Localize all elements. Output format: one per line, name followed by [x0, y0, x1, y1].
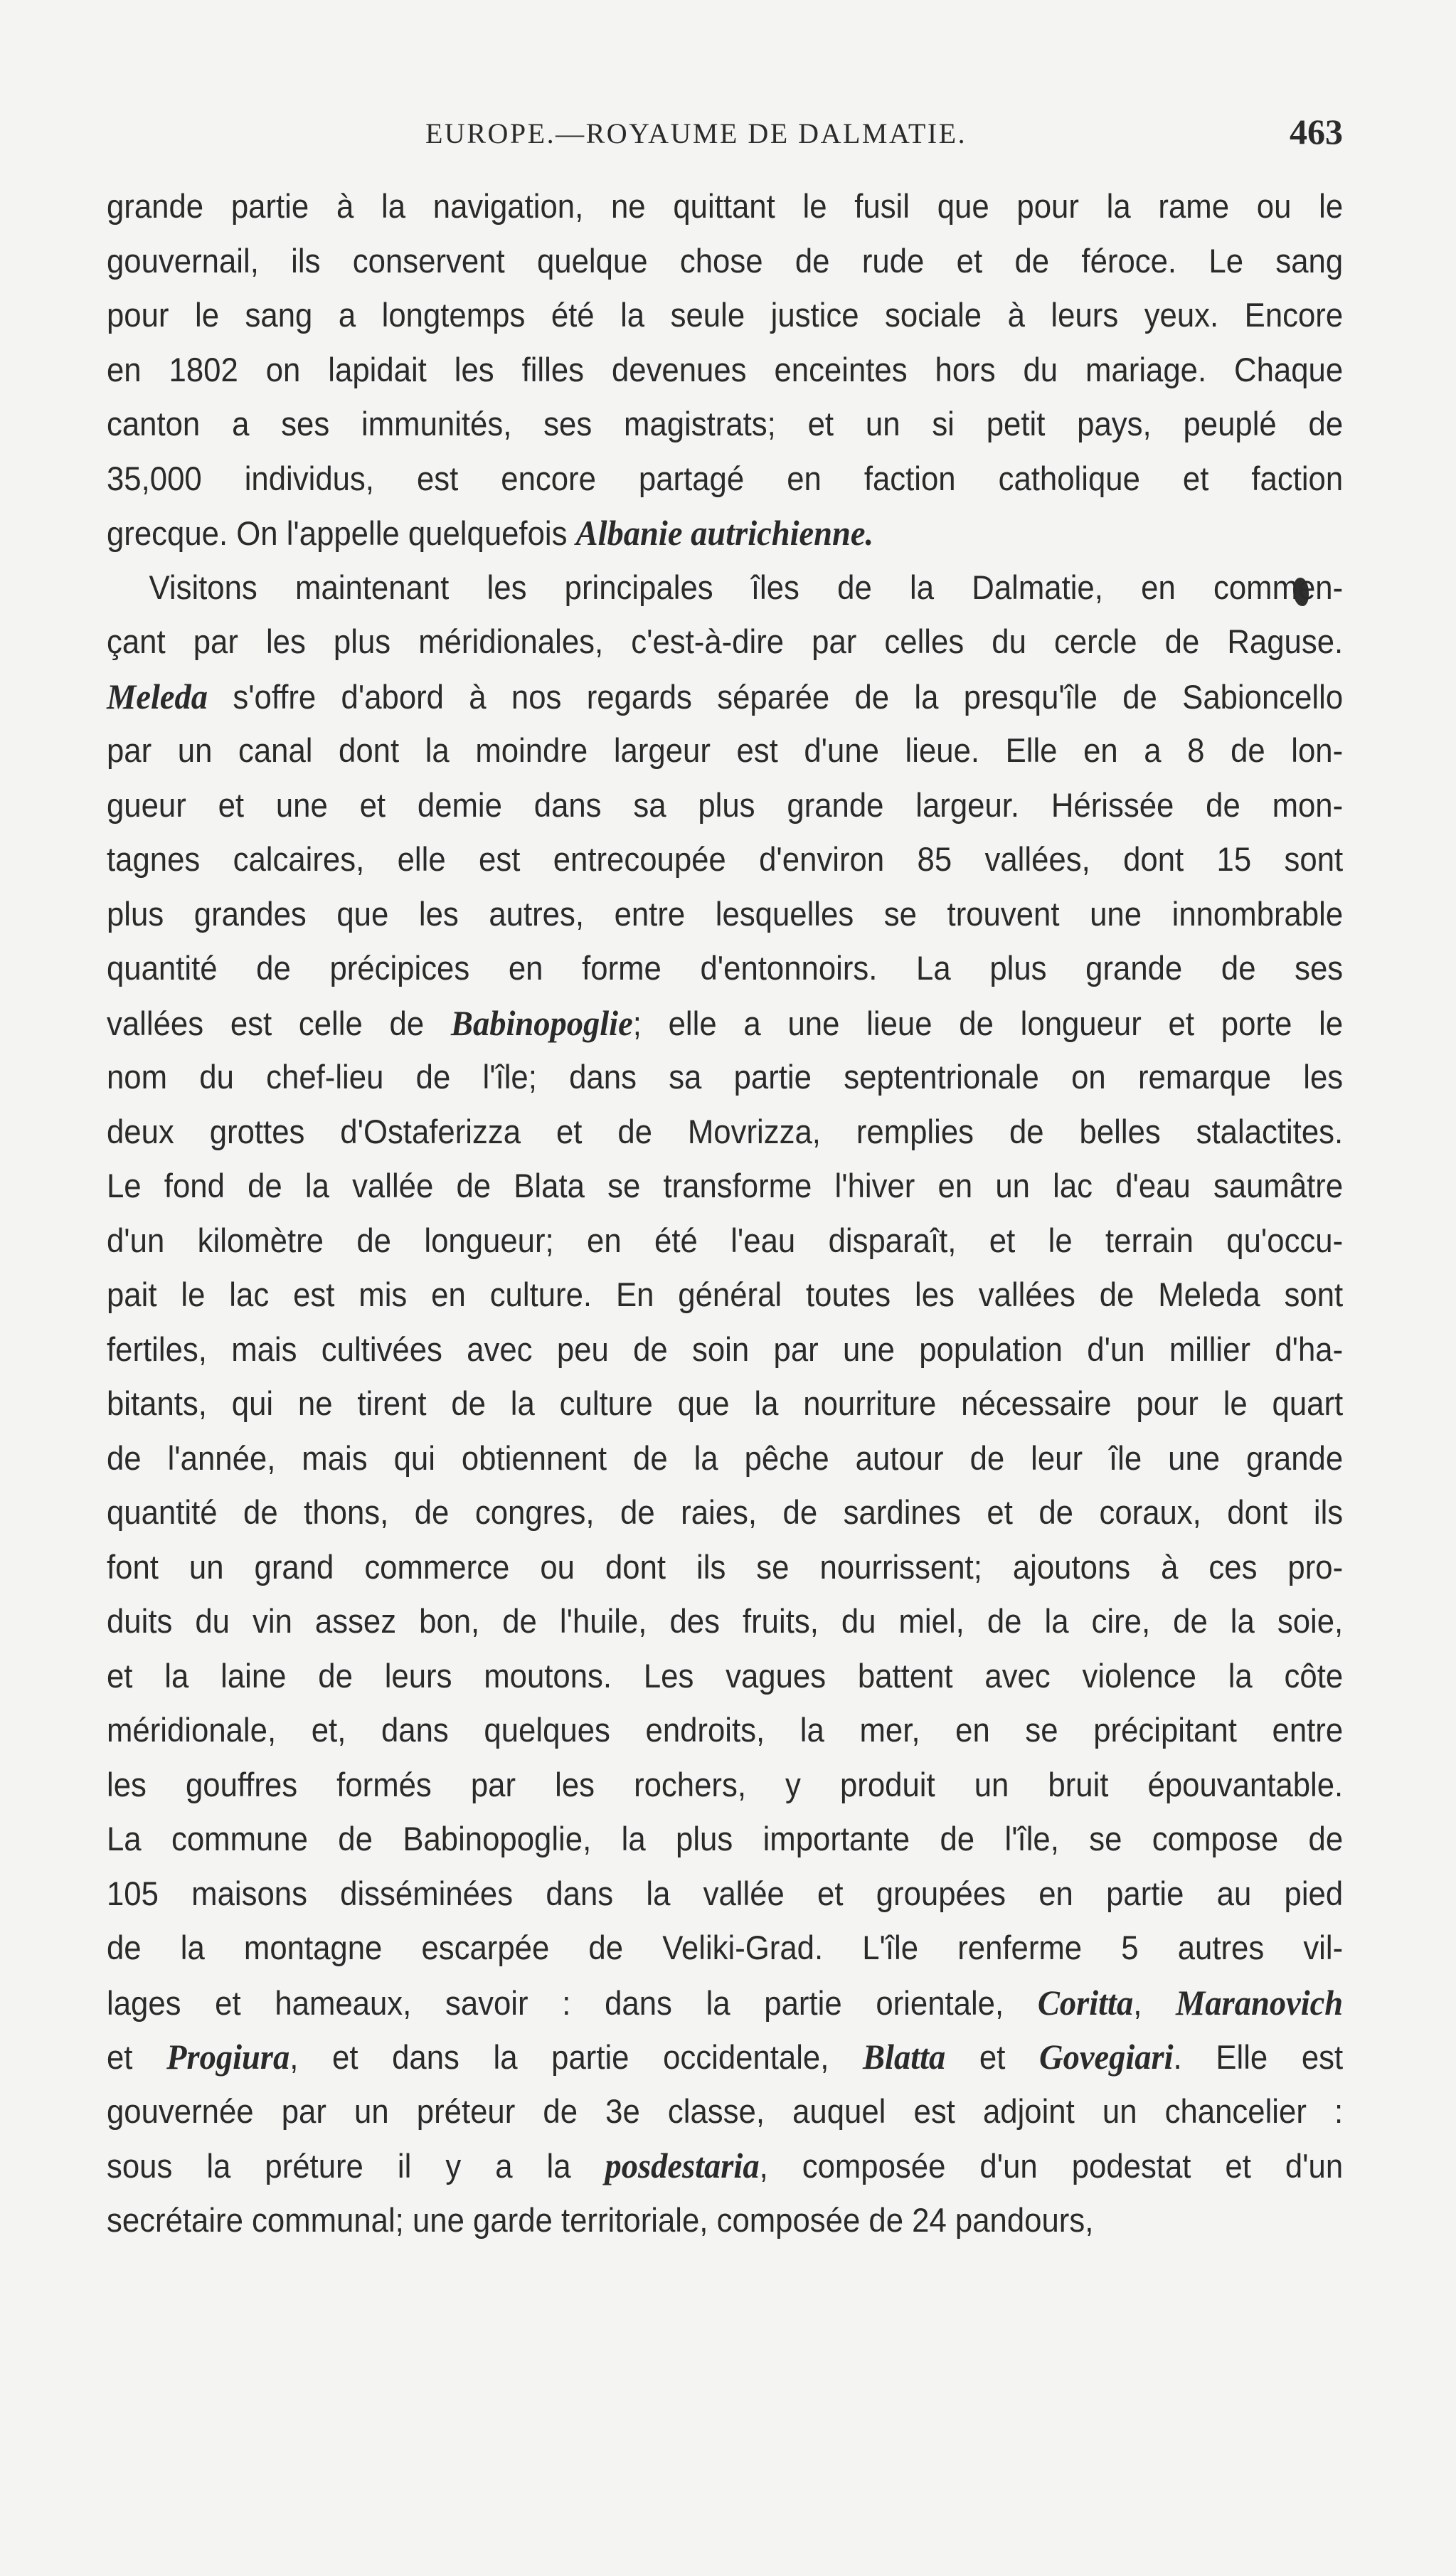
- text-line: [107, 669, 1343, 724]
- text-line: 105 maisons disséminées dans la vallée et groupées en partie au pied: [107, 1874, 1344, 1912]
- text-run: lages et hameaux, savoir : dans la partie orientale,: [107, 1983, 1038, 2022]
- text-line: [107, 996, 1343, 1051]
- text-run: et: [107, 2038, 167, 2076]
- italic-term: Coritta: [1037, 1982, 1134, 2023]
- italic-term: Maranovich: [1176, 1982, 1344, 2023]
- text-line: canton a ses immunités, ses magistrats; et un si petit pays, peuplé de: [107, 405, 1344, 442]
- text-line: pait le lac est mis en culture. En général toutes les vallées de Meleda sont: [107, 1276, 1344, 1313]
- body-text: [107, 179, 1344, 2247]
- text-line: secrétaire communal; une garde territoriale, composée de 24 pandours,: [107, 2200, 1094, 2239]
- text-line: gouvernée par un préteur de 3e classe, auquel est adjoint un chancelier :: [107, 2092, 1344, 2130]
- italic-term: Meleda: [107, 676, 208, 716]
- text-run: vallées est celle de: [107, 1004, 451, 1042]
- text-line: d'un kilomètre de longueur; en été l'eau disparaît, et le terrain qu'occu-: [107, 1221, 1344, 1259]
- text-run: grecque. On l'appelle quelquefois: [107, 514, 576, 552]
- text-line: de l'année, mais qui obtiennent de la pêche autour de leur île une grande: [107, 1438, 1344, 1477]
- text-line: [107, 506, 1343, 561]
- text-line: [107, 1976, 1343, 2030]
- text-line: quantité de thons, de congres, de raies, de sardines et de coraux, dont ils: [107, 1493, 1344, 1531]
- text-line: grande partie à la navigation, ne quittant le fusil que pour la rame ou le: [107, 187, 1344, 225]
- text-run: et: [945, 2038, 1040, 2076]
- text-run: , composée d'un podestat et d'un: [759, 2147, 1344, 2185]
- text-line: Le fond de la vallée de Blata se transforme l'hiver en un lac d'eau saumâtre: [107, 1167, 1344, 1204]
- text-line: [107, 2138, 1343, 2193]
- text-line: duits du vin assez bon, de l'huile, des fruits, du miel, de la cire, de la soie,: [107, 1602, 1344, 1640]
- text-line: nom du chef-lieu de l'île; dans sa partie septentrionale on remarque les: [107, 1058, 1344, 1096]
- text-line: les gouffres formés par les rochers, y produit un bruit épouvantable.: [107, 1765, 1344, 1803]
- text-line: par un canal dont la moindre largeur est d'une lieue. Elle en a 8 de lon-: [107, 731, 1344, 769]
- text-line: 35,000 individus, est encore partagé en faction catholique et faction: [107, 459, 1344, 497]
- text-line: [107, 561, 1343, 615]
- text-line: en 1802 on lapidait les filles devenues enceintes hors du mariage. Chaque: [107, 350, 1344, 388]
- text-run: Visitons maintenant les principales îles de la Dalmatie, en commen-: [149, 568, 1344, 606]
- text-line: fertiles, mais cultivées avec peu de soin par une population d'un millier d'ha-: [107, 1330, 1344, 1368]
- text-line: plus grandes que les autres, entre lesquelles se trouvent une innombrable: [107, 894, 1344, 933]
- text-run: s'offre d'abord à nos regards séparée de la presqu'île de Sabioncello: [208, 677, 1344, 716]
- text-run: . Elle est: [1173, 2038, 1344, 2076]
- text-line: et la laine de leurs moutons. Les vagues battent avec violence la côte: [107, 1656, 1344, 1695]
- text-line: tagnes calcaires, elle est entrecoupée d'environ 85 vallées, dont 15 sont: [107, 840, 1344, 878]
- text-run: ; elle a une lieue de longueur et porte le: [632, 1004, 1344, 1042]
- italic-term: Blatta: [863, 2037, 946, 2077]
- text-line: çant par les plus méridionales, c'est-à-dire par celles du cercle de Raguse.: [107, 622, 1344, 660]
- text-line: [107, 2030, 1343, 2084]
- running-title: EUROPE.—ROYAUME DE DALMATIE.: [425, 117, 967, 149]
- italic-term: Babinopoglie: [450, 1002, 633, 1043]
- text-line: font un grand commerce ou dont ils se nourrissent; ajoutons à ces pro-: [107, 1547, 1344, 1586]
- text-line: La commune de Babinopoglie, la plus importante de l'île, se compose de: [107, 1820, 1344, 1857]
- italic-term: Albanie autrichienne.: [575, 513, 874, 553]
- text-line: pour le sang a longtemps été la seule justice sociale à leurs yeux. Encore: [107, 296, 1344, 334]
- italic-term: posdestaria: [605, 2146, 760, 2185]
- text-run: sous la préture il y a la: [107, 2147, 605, 2185]
- italic-term: Progiura: [166, 2037, 290, 2077]
- text-run: , et dans la partie occidentale,: [289, 2038, 863, 2076]
- running-head: [425, 111, 1343, 154]
- text-line: deux grottes d'Ostaferizza et de Movrizza, remplies de belles stalactites.: [107, 1112, 1344, 1150]
- text-line: bitants, qui ne tirent de la culture que la nourriture nécessaire pour le quart: [107, 1384, 1344, 1422]
- text-line: gueur et une et demie dans sa plus grande largeur. Hérissée de mon-: [107, 785, 1344, 824]
- page-number: 463: [1290, 112, 1343, 152]
- text-line: gouvernail, ils conservent quelque chose de rude et de féroce. Le sang: [107, 241, 1344, 280]
- text-run: ,: [1133, 1983, 1176, 2022]
- text-line: quantité de précipices en forme d'entonnoirs. La plus grande de ses: [107, 949, 1344, 987]
- text-line: de la montagne escarpée de Veliki-Grad. L'île renferme 5 autres vil-: [107, 1929, 1344, 1966]
- italic-term: Govegiari: [1039, 2037, 1174, 2077]
- text-line: méridionale, et, dans quelques endroits, la mer, en se précipitant entre: [107, 1711, 1344, 1749]
